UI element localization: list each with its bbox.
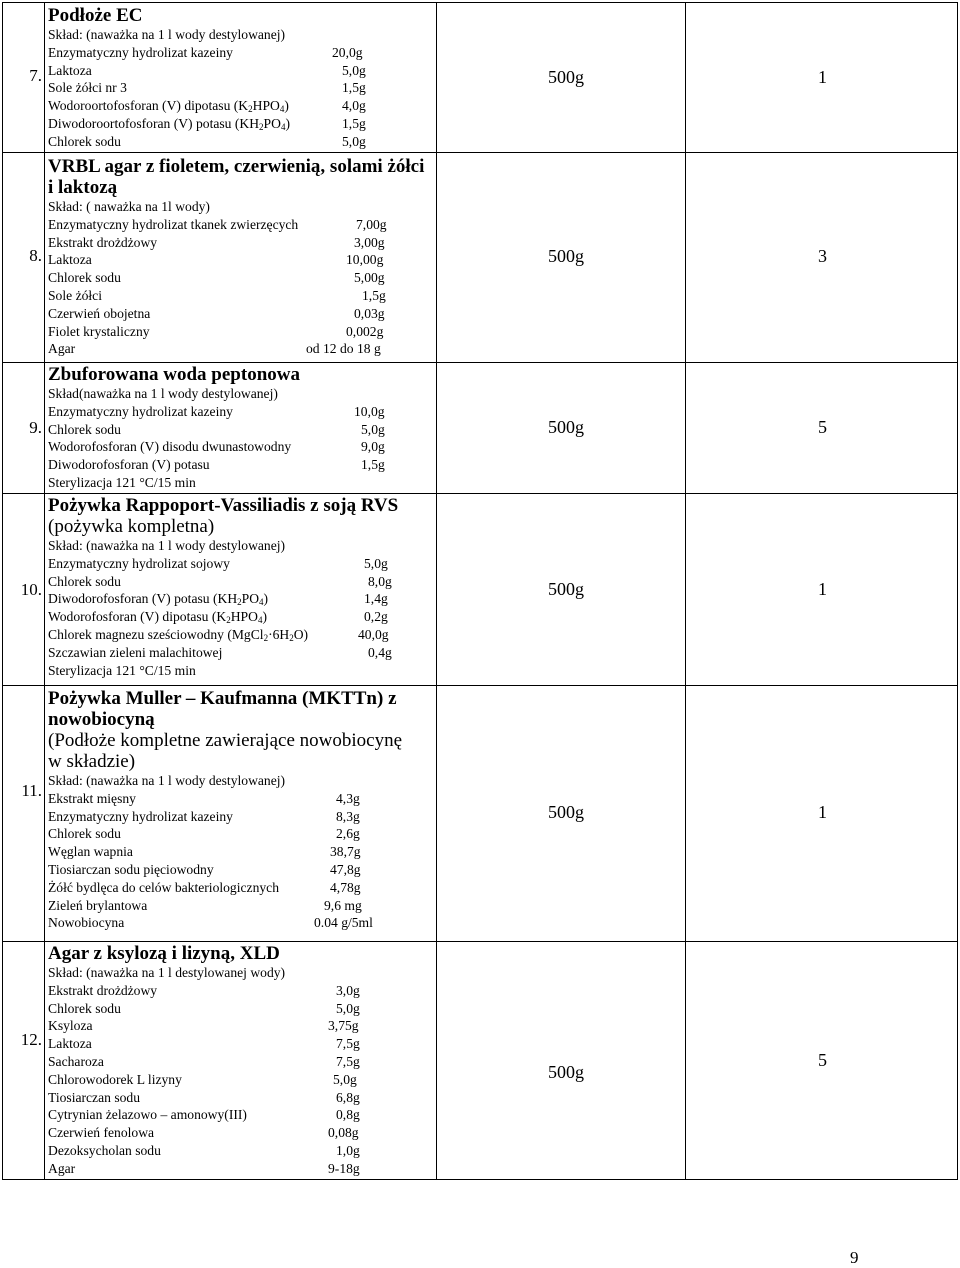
row-divider — [2, 493, 958, 494]
medium-description — [48, 688, 433, 932]
composition-line: Wodoroortofosforan (V) dipotasu $(K_2HPO_4)$ 4,0g — [48, 98, 366, 115]
quantity: 1 — [818, 802, 827, 822]
composition-line: Enzymatyczny hydrolizat kazeiny 10,0g — [48, 403, 385, 419]
composition-line: Enzymatyczny hydrolizat tkanek zwierzęcych 7,00g — [48, 216, 387, 232]
composition-line: Wodorofosforan (V) disodu dwunastowodny 9,0g — [48, 439, 385, 455]
composition-line: Wodorofosforan (V) dipotasu $(K_2HPO_4)$ 0,2g — [48, 609, 388, 626]
composition-line: Cytrynian żelazowo – amonowy(III) 0,8g — [48, 1107, 360, 1123]
composition-line: Skład(naważka na 1 l wody destylowanej) — [48, 386, 278, 401]
composition-line: Węglan wapnia 38,7g — [48, 844, 361, 860]
package-size: 500g — [548, 802, 584, 822]
composition-line: Sterylizacja 121 °C/15 min — [48, 662, 196, 678]
composition-line: Sole żółci 1,5g — [48, 287, 386, 303]
column-divider — [685, 2, 686, 1179]
row-number: 7. — [29, 66, 42, 85]
composition-line: Ksyloza 3,75g — [48, 1018, 359, 1034]
medium-title: Pożywka Rappoport-Vassiliadis z soją RVS — [48, 495, 399, 516]
composition-line: Diwodorofosforan (V) potasu $(KH_2PO_4)$ 1,4g — [48, 591, 388, 608]
composition-line: Skład: (naważka na 1 l wody destylowanej) — [48, 538, 286, 553]
composition-line: Skład: ( naważka na 1l wody) — [48, 199, 210, 214]
composition-line: Ekstrakt drożdżowy 3,0g — [48, 982, 360, 998]
page-number: 9 — [850, 1248, 859, 1267]
row-divider — [2, 362, 958, 363]
medium-title-cont: nowobiocyną — [48, 709, 155, 730]
composition-line: Sacharoza 7,5g — [48, 1053, 360, 1069]
row-number: 12. — [20, 1030, 42, 1049]
composition-line: Dezoksycholan sodu 1,0g — [48, 1142, 360, 1158]
medium-description — [48, 943, 433, 1178]
column-divider — [436, 2, 437, 1179]
composition-line: Chlorek magnezu sześciowodny $(MgCl_2\cdot 6H_2O)$ 40,0g — [48, 626, 389, 643]
composition-line: Tiosiarczan sodu pięciowodny 47,8g — [48, 861, 361, 877]
composition-line: Chlorowodorek L lizyny 5,0g — [48, 1071, 357, 1087]
composition-line: Żółć bydlęca do celów bakteriologicznych 4,78g — [48, 879, 361, 895]
composition-line: Zieleń brylantowa 9,6 mg — [48, 897, 362, 913]
composition-line: Czerwień fenolowa 0,08g — [48, 1125, 359, 1141]
composition-line: Enzymatyczny hydrolizat sojowy 5,0g — [48, 555, 388, 571]
package-size: 500g — [548, 246, 584, 266]
composition-line: Laktoza 5,0g — [48, 62, 366, 78]
medium-description — [48, 156, 433, 358]
table-border-right — [957, 2, 958, 1179]
quantity: 3 — [818, 246, 827, 266]
composition-line: Agar od 12 do 18 g — [48, 341, 381, 357]
medium-title-cont: i laktozą — [48, 177, 118, 198]
quantity: 1 — [818, 579, 827, 599]
package-size: 500g — [548, 1062, 584, 1082]
medium-title: Agar z ksylozą i lizyną, XLD — [48, 943, 280, 964]
medium-title-cont: (pożywka kompletna) — [48, 516, 215, 537]
row-divider — [2, 152, 958, 153]
row-number: 10. — [20, 580, 42, 599]
composition-line: Ekstrakt mięsny 4,3g — [48, 790, 360, 806]
composition-line: Chlorek sodu 5,0g — [48, 133, 366, 149]
row-divider — [2, 941, 958, 942]
package-size: 500g — [548, 67, 584, 87]
composition-line: Tiosiarczan sodu 6,8g — [48, 1089, 360, 1105]
row-divider — [2, 685, 958, 686]
composition-line: Laktoza 10,00g — [48, 252, 384, 268]
medium-subtitle-cont: w składzie) — [48, 751, 136, 772]
medium-title: Podłoże EC — [48, 5, 143, 26]
medium-description — [48, 364, 433, 492]
composition-line: Agar 9-18g — [48, 1160, 360, 1176]
composition-line: Skład: (naważka na 1 l wody destylowanej) — [48, 773, 286, 788]
composition-line: Ekstrakt drożdżowy 3,00g — [48, 234, 385, 250]
medium-description — [48, 495, 433, 679]
composition-line: Laktoza 7,5g — [48, 1036, 360, 1052]
composition-line: Nowobiocyna 0.04 g/5ml — [48, 915, 373, 931]
quantity: 5 — [818, 1050, 827, 1070]
composition-line: Sterylizacja 121 °C/15 min — [48, 474, 196, 490]
medium-subtitle: (Podłoże kompletne zawierające nowobiocynę — [48, 730, 402, 751]
medium-title: Zbuforowana woda peptonowa — [48, 364, 300, 385]
medium-title: Pożywka Muller – Kaufmanna (MKTTn) z — [48, 688, 397, 709]
column-divider — [44, 2, 45, 1179]
quantity: 1 — [818, 67, 827, 87]
composition-line: Chlorek sodu 2,6g — [48, 826, 360, 842]
row-number: 9. — [29, 418, 42, 437]
composition-line: Szczawian zieleni malachitowej 0,4g — [48, 644, 392, 660]
row-divider — [2, 2, 958, 3]
composition-line: Chlorek sodu 5,0g — [48, 421, 385, 437]
medium-title: VRBL agar z fioletem, czerwienią, solami żółci — [48, 156, 425, 177]
composition-line: Enzymatyczny hydrolizat kazeiny 8,3g — [48, 808, 360, 824]
composition-line: Sole żółci nr 3 1,5g — [48, 80, 366, 96]
composition-line: Chlorek sodu 5,0g — [48, 1000, 360, 1016]
quantity: 5 — [818, 417, 827, 437]
composition-line: Chlorek sodu 5,00g — [48, 270, 385, 286]
package-size: 500g — [548, 579, 584, 599]
composition-line: Diwodorofosforan (V) potasu 1,5g — [48, 457, 385, 473]
composition-line: Diwodoroortofosforan (V) potasu $(KH_2PO_4)$ 1,5g — [48, 115, 366, 132]
composition-line: Czerwień obojetna 0,03g — [48, 305, 385, 321]
composition-line: Fiolet krystaliczny 0,002g — [48, 323, 384, 339]
table-border-bottom — [2, 1179, 958, 1180]
row-number: 11. — [21, 781, 42, 800]
composition-line: Skład: (naważka na 1 l destylowanej wody) — [48, 965, 286, 980]
package-size: 500g — [548, 417, 584, 437]
medium-description — [48, 5, 433, 151]
composition-line: Enzymatyczny hydrolizat kazeiny 20,0g — [48, 44, 363, 60]
composition-line: Skład: (naważka na 1 l wody destylowanej) — [48, 27, 286, 42]
row-number: 8. — [29, 246, 42, 265]
composition-line: Chlorek sodu 8,0g — [48, 573, 392, 589]
